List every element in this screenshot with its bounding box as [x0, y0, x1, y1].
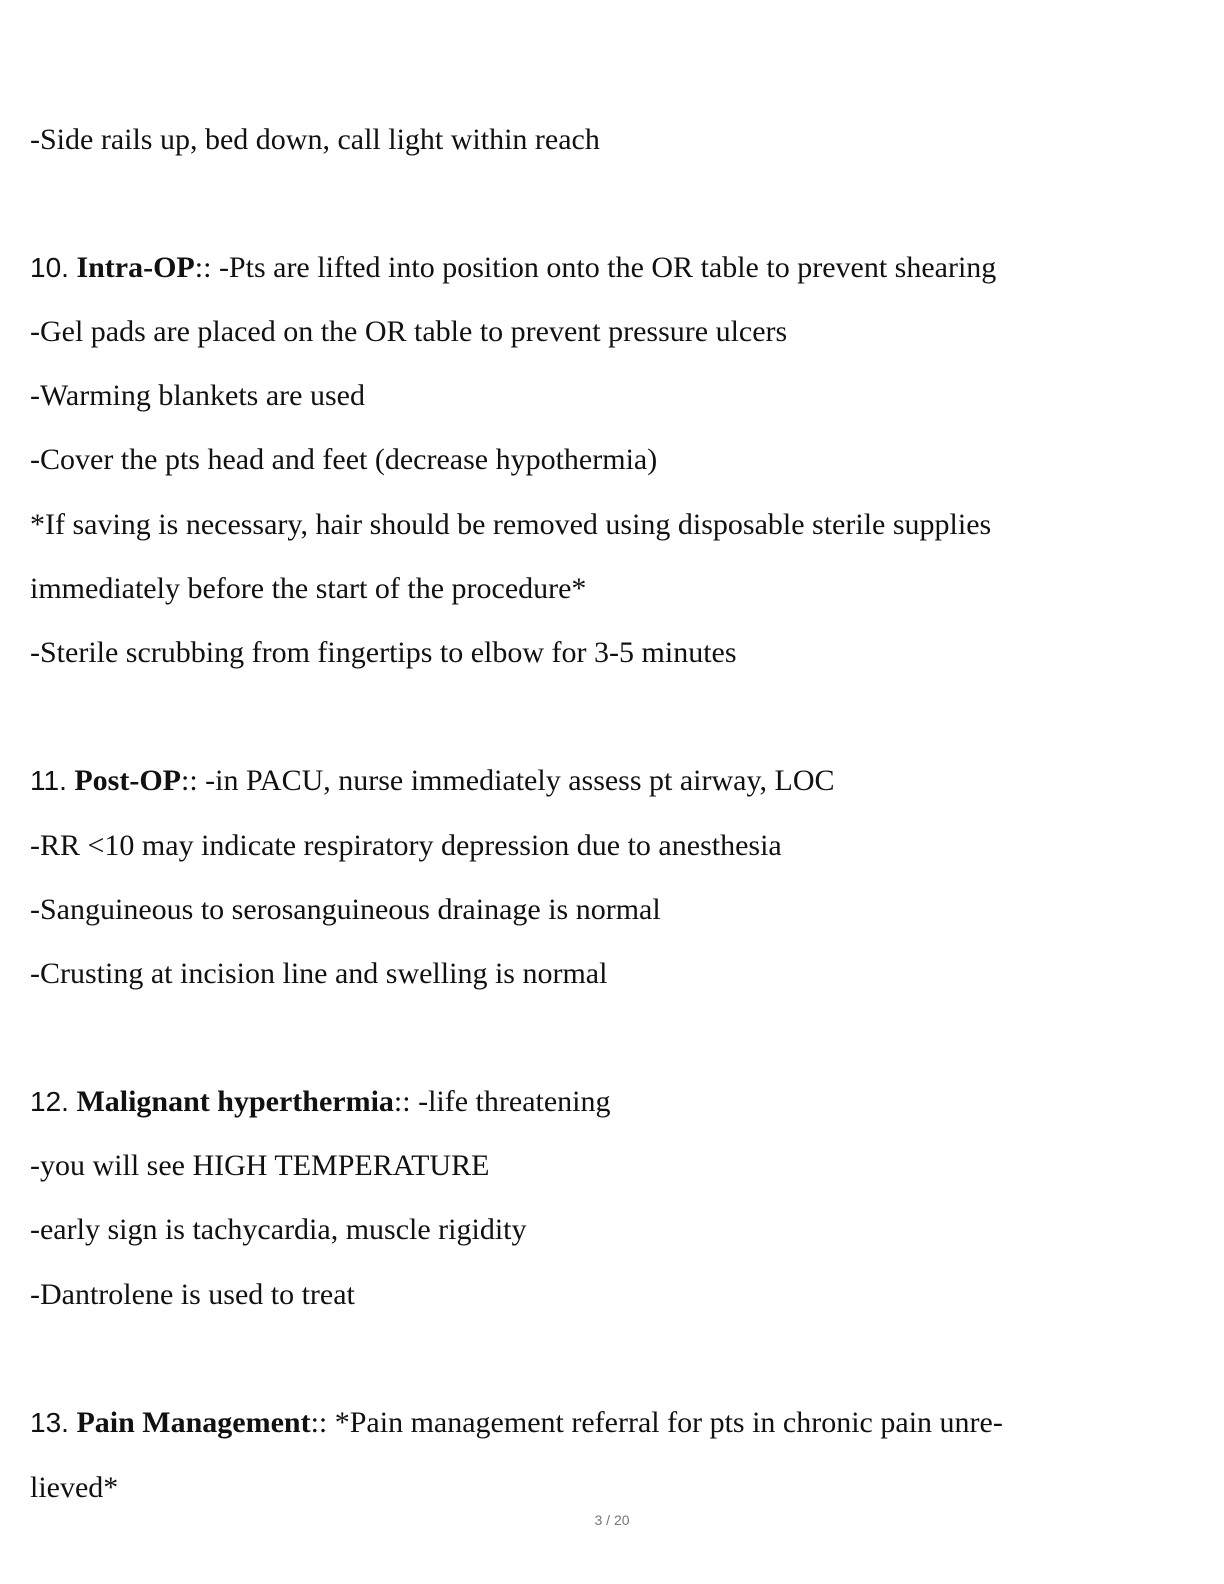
section-text: -in PACU, nurse immediately assess pt airway, LOC	[205, 764, 835, 797]
text-line: *If saving is necessary, hair should be removed using disposable sterile supplies	[30, 508, 992, 541]
section-term: Pain Management	[76, 1406, 311, 1439]
text-line: -you will see HIGH TEMPERATURE	[30, 1149, 490, 1182]
text-line: -Warming blankets are used	[30, 379, 365, 412]
text-line: -early sign is tachycardia, muscle rigidity	[30, 1213, 527, 1246]
text-line: immediately before the start of the procedure*	[30, 572, 587, 605]
section-separator: ::	[181, 764, 198, 797]
section-number: 13.	[30, 1407, 69, 1438]
section-separator: ::	[310, 1406, 328, 1439]
section-separator: ::	[194, 251, 212, 284]
text-line: lieved*	[30, 1471, 119, 1504]
text-line: -Sanguineous to serosanguineous drainage is normal	[30, 893, 661, 926]
text-line: -Crusting at incision line and swelling is normal	[30, 957, 608, 990]
section-text: -Pts are lifted into position onto the OR table to prevent shearing	[218, 251, 997, 284]
section-10-heading	[30, 248, 1200, 288]
page-indicator: 3 / 20	[594, 1512, 630, 1528]
text-line: -Side rails up, bed down, call light within reach	[30, 123, 600, 156]
section-11-heading	[30, 761, 1200, 801]
section-separator: ::	[393, 1085, 411, 1118]
section-number: 10.	[30, 252, 69, 283]
text-line: -Gel pads are placed on the OR table to prevent pressure ulcers	[30, 315, 788, 348]
section-number: 12.	[30, 1086, 69, 1117]
section-term: Intra-OP	[76, 251, 195, 284]
text-line: -Dantrolene is used to treat	[30, 1278, 355, 1311]
section-12-heading	[30, 1082, 1200, 1122]
section-13-heading	[30, 1403, 1200, 1443]
section-text: -life threatening	[418, 1085, 611, 1118]
text-line: -Cover the pts head and feet (decrease hypothermia)	[30, 443, 658, 476]
section-term: Post-OP	[74, 764, 181, 797]
section-number: 11.	[30, 765, 67, 796]
text-line: -RR <10 may indicate respiratory depression due to anesthesia	[30, 829, 782, 862]
section-term: Malignant hyperthermia	[76, 1085, 394, 1118]
section-text: *Pain management referral for pts in chronic pain unre-	[334, 1406, 1003, 1439]
text-line: -Sterile scrubbing from fingertips to elbow for 3-5 minutes	[30, 636, 737, 669]
